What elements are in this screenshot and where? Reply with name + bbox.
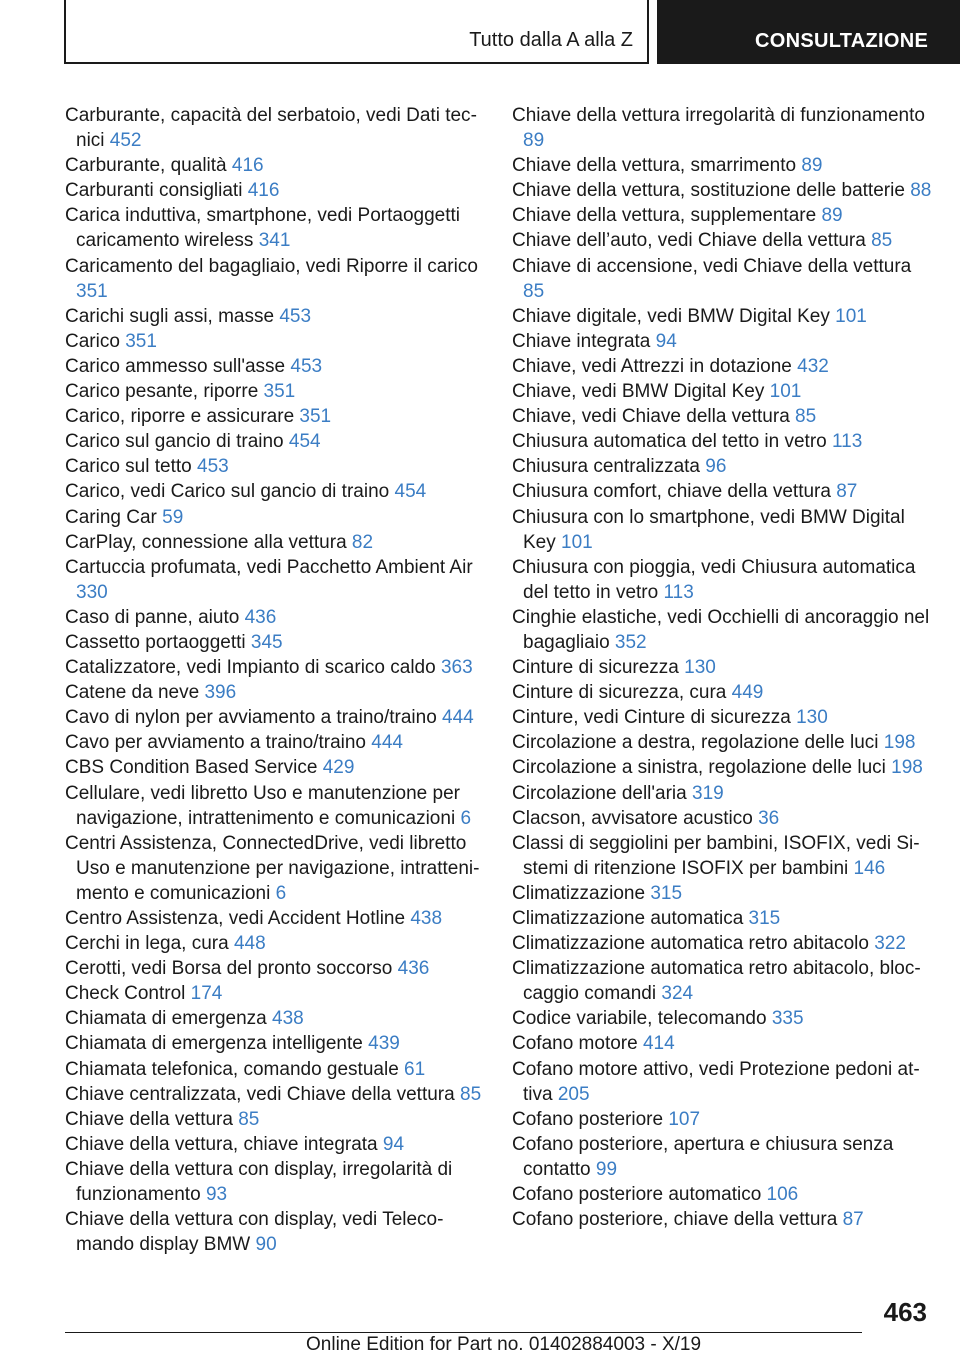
index-entry bbox=[512, 730, 937, 755]
page-reference-link[interactable]: 93 bbox=[205, 1184, 228, 1206]
index-entry bbox=[512, 404, 937, 429]
index-entry-text: Chiamata di emergenza bbox=[65, 1008, 267, 1030]
index-entry bbox=[65, 630, 485, 655]
page-reference-link[interactable]: 414 bbox=[642, 1033, 675, 1055]
index-entry-text: Carburante, qualità bbox=[65, 155, 227, 177]
index-entry-text: Cerchi in lega, cura bbox=[65, 933, 229, 955]
index-entry-text: Cassetto portaoggetti bbox=[65, 631, 246, 653]
index-entry bbox=[512, 178, 937, 203]
index-entry bbox=[512, 329, 937, 354]
index-entry bbox=[512, 1006, 937, 1031]
index-entry bbox=[512, 304, 937, 329]
index-entry-text: Chiave della vettura, chiave integrata bbox=[65, 1133, 378, 1155]
page-reference-link[interactable]: 345 bbox=[250, 631, 283, 653]
index-entry bbox=[512, 505, 937, 555]
index-entry bbox=[512, 103, 937, 153]
page-reference-link[interactable]: 330 bbox=[76, 581, 108, 603]
index-entry-text: Cofano motore attivo, vedi Protezione pedoni attiva bbox=[512, 1058, 920, 1105]
index-entry bbox=[65, 254, 485, 304]
page-reference-link[interactable]: 429 bbox=[322, 757, 355, 779]
page-reference-link[interactable]: 198 bbox=[891, 757, 923, 779]
page-reference-link[interactable]: 453 bbox=[290, 355, 323, 377]
index-entry bbox=[65, 379, 485, 404]
index-entry bbox=[65, 153, 485, 178]
page-reference-link[interactable]: 89 bbox=[801, 155, 823, 177]
index-entry bbox=[512, 931, 937, 956]
index-entry-text: Chiave centralizzata, vedi Chiave della vettura bbox=[65, 1083, 455, 1105]
page-reference-link[interactable]: 315 bbox=[748, 908, 781, 929]
index-entry-text: Cartuccia profumata, vedi Pacchetto Ambient Air bbox=[65, 556, 473, 578]
page-reference-link[interactable]: 101 bbox=[561, 531, 593, 553]
index-entry bbox=[65, 329, 485, 354]
page-reference-link[interactable]: 89 bbox=[523, 130, 545, 152]
index-entry bbox=[512, 479, 937, 504]
index-entry bbox=[512, 429, 937, 454]
page-reference-link[interactable]: 113 bbox=[832, 431, 863, 453]
page-reference-link[interactable]: 351 bbox=[76, 280, 108, 302]
page-reference-link[interactable]: 94 bbox=[382, 1133, 405, 1155]
index-entry-text: Chiave integrata bbox=[512, 330, 651, 352]
index-column-right bbox=[512, 103, 937, 1232]
section-title: Tutto dalla A alla Z bbox=[469, 29, 633, 51]
index-entry-text: Chiusura con lo smartphone, vedi BMW Digital Key bbox=[512, 506, 905, 553]
page-reference-link[interactable]: 130 bbox=[796, 707, 828, 729]
page-reference-link[interactable]: 351 bbox=[299, 406, 332, 428]
page-reference-link[interactable]: 36 bbox=[758, 807, 780, 829]
index-entry-text: Cinture di sicurezza, cura bbox=[512, 682, 727, 704]
page-reference-link[interactable]: 87 bbox=[836, 481, 858, 503]
page-reference-link[interactable]: 88 bbox=[910, 180, 932, 202]
index-entry-text: Clacson, avvisatore acustico bbox=[512, 807, 753, 829]
index-entry bbox=[512, 781, 937, 806]
index-entry bbox=[65, 680, 485, 705]
index-entry bbox=[512, 881, 937, 906]
index-entry-text: Cavo per avviamento a traino/traino bbox=[65, 732, 366, 754]
index-entry bbox=[65, 404, 485, 429]
index-entry bbox=[65, 1207, 485, 1257]
index-entry-text: Climatizzazione automatica retro abitacolo bbox=[512, 933, 869, 955]
index-entry bbox=[512, 755, 937, 780]
page-reference-link[interactable]: 438 bbox=[272, 1008, 304, 1030]
index-entry bbox=[65, 555, 485, 605]
page-reference-link[interactable]: 319 bbox=[692, 782, 724, 804]
index-entry bbox=[65, 781, 485, 831]
page-reference-link[interactable]: 85 bbox=[460, 1083, 482, 1105]
index-entry bbox=[65, 956, 485, 981]
index-entry-text: Carichi sugli assi, masse bbox=[65, 305, 275, 327]
index-entry-text: Carico, vedi Carico sul gancio di traino bbox=[65, 481, 390, 503]
page-reference-link[interactable]: 99 bbox=[595, 1158, 618, 1180]
page-reference-link[interactable]: 448 bbox=[233, 933, 266, 955]
page-reference-link[interactable]: 432 bbox=[797, 355, 829, 377]
index-entry bbox=[65, 931, 485, 956]
index-entry bbox=[512, 705, 937, 730]
index-entry bbox=[512, 806, 937, 831]
index-entry-text: Circolazione a destra, regolazione delle luci bbox=[512, 732, 879, 754]
index-entry-text: Climatizzazione automatica retro abitacolo, bloccaggio comandi bbox=[512, 958, 921, 1005]
page-reference-link[interactable]: 130 bbox=[684, 657, 716, 679]
page-reference-link[interactable]: 322 bbox=[874, 933, 906, 955]
index-column-left bbox=[65, 103, 485, 1257]
page-reference-link[interactable]: 335 bbox=[771, 1008, 804, 1030]
index-entry bbox=[512, 254, 937, 304]
page-reference-link[interactable]: 416 bbox=[247, 180, 280, 202]
index-entry-text: Classi di seggiolini per bambini, ISOFIX, vedi Sistemi di ritenzione ISOFIX per bambini bbox=[512, 832, 920, 879]
index-entry-text: Cavo di nylon per avviamento a traino/traino bbox=[65, 707, 437, 729]
index-entry-text: Cofano posteriore automatico bbox=[512, 1184, 762, 1206]
index-entry-text: Carico ammesso sull'asse bbox=[65, 355, 286, 377]
index-entry bbox=[512, 1107, 937, 1132]
index-entry-text: Caring Car bbox=[65, 506, 157, 528]
index-entry-text: Climatizzazione automatica bbox=[512, 908, 744, 929]
page-reference-link[interactable]: 198 bbox=[883, 732, 916, 754]
index-entry bbox=[65, 505, 485, 530]
page-reference-link[interactable]: 96 bbox=[705, 456, 727, 478]
index-entry-text: CarPlay, connessione alla vettura bbox=[65, 531, 347, 553]
page-reference-link[interactable]: 436 bbox=[244, 606, 277, 628]
index-entry bbox=[65, 655, 485, 680]
index-entry-text: Cerotti, vedi Borsa del pronto soccorso bbox=[65, 958, 393, 980]
index-entry-text: Cofano posteriore, apertura e chiusura senza contatto bbox=[512, 1133, 894, 1180]
page-reference-link[interactable]: 454 bbox=[394, 481, 427, 503]
index-entry bbox=[65, 755, 485, 780]
page-reference-link[interactable]: 90 bbox=[255, 1234, 277, 1256]
index-entry-text: Chiave, vedi BMW Digital Key bbox=[512, 381, 765, 403]
index-entry bbox=[65, 429, 485, 454]
index-entry-text: Chiave della vettura, sostituzione delle batterie bbox=[512, 180, 905, 202]
index-entry-text: Carburante, capacità del serbatoio, vedi Dati tecnici bbox=[65, 105, 477, 152]
index-entry-text: Chiusura centralizzata bbox=[512, 456, 700, 478]
index-entry bbox=[512, 956, 937, 1006]
index-entry bbox=[512, 1132, 937, 1182]
footer-edition-note: Online Edition for Part no. 01402884003 - X/19 bbox=[306, 1334, 702, 1355]
index-entry bbox=[512, 1207, 937, 1232]
index-entry-text: Chiusura comfort, chiave della vettura bbox=[512, 481, 831, 503]
index-entry-text: Carico, riporre e assicurare bbox=[65, 406, 295, 428]
index-entry bbox=[65, 304, 485, 329]
index-entry bbox=[65, 1057, 485, 1082]
page-reference-link[interactable]: 205 bbox=[557, 1083, 590, 1105]
index-entry bbox=[65, 981, 485, 1006]
index-entry-text: Carico pesante, riporre bbox=[65, 381, 259, 403]
index-entry-text: Carico sul gancio di traino bbox=[65, 431, 284, 453]
page-reference-link[interactable]: 85 bbox=[795, 406, 817, 428]
page-number: 463 bbox=[883, 1297, 927, 1327]
page-reference-link[interactable]: 89 bbox=[821, 205, 843, 227]
page-reference-link[interactable]: 341 bbox=[258, 230, 291, 252]
index-entry bbox=[65, 203, 485, 253]
page-reference-link[interactable]: 444 bbox=[442, 707, 474, 729]
index-entry bbox=[512, 605, 937, 655]
section-tab bbox=[64, 0, 649, 64]
index-entry bbox=[65, 530, 485, 555]
index-entry-text: Cinture di sicurezza bbox=[512, 657, 679, 679]
index-entry bbox=[512, 153, 937, 178]
index-entry bbox=[65, 1132, 485, 1157]
index-entry-text: CBS Condition Based Service bbox=[65, 757, 318, 779]
index-entry-text: Chiave della vettura irregolarità di funzionamento bbox=[512, 105, 925, 126]
index-entry-text: Check Control bbox=[65, 983, 186, 1005]
page-reference-link[interactable]: 101 bbox=[835, 305, 867, 327]
page-reference-link[interactable]: 436 bbox=[397, 958, 430, 980]
index-entry bbox=[65, 454, 485, 479]
page-reference-link[interactable]: 85 bbox=[238, 1108, 260, 1130]
index-entry bbox=[512, 1031, 937, 1056]
index-entry-text: Cellulare, vedi libretto Uso e manutenzione per navigazione, intrattenimento e comunicazioni bbox=[65, 782, 460, 829]
page-reference-link[interactable]: 324 bbox=[661, 983, 694, 1005]
index-entry bbox=[65, 605, 485, 630]
page-reference-link[interactable]: 363 bbox=[440, 657, 473, 679]
page-reference-link[interactable]: 106 bbox=[766, 1184, 799, 1206]
index-entry-text: Chiave della vettura, smarrimento bbox=[512, 155, 797, 177]
index-entry-text: Chiave della vettura bbox=[65, 1108, 233, 1130]
index-entry-text: Chiave, vedi Attrezzi in dotazione bbox=[512, 355, 792, 377]
index-entry-text: Circolazione a sinistra, regolazione delle luci bbox=[512, 757, 886, 779]
page-reference-link[interactable]: 438 bbox=[410, 908, 443, 929]
page-header bbox=[0, 0, 960, 66]
page-reference-link[interactable]: 416 bbox=[231, 155, 264, 177]
index-entry-text: Centri Assistenza, ConnectedDrive, vedi libretto Uso e manutenzione per navigazione, intrattenimento e comunicazioni bbox=[65, 832, 480, 904]
index-entry bbox=[65, 730, 485, 755]
index-entry-text: Carico sul tetto bbox=[65, 456, 192, 478]
page-reference-link[interactable]: 352 bbox=[614, 631, 647, 653]
footer-divider bbox=[65, 1332, 862, 1333]
index-entry bbox=[65, 103, 485, 153]
index-entry bbox=[65, 1082, 485, 1107]
page-reference-link[interactable]: 85 bbox=[523, 280, 545, 302]
index-entry bbox=[512, 1182, 937, 1207]
page-reference-link[interactable]: 439 bbox=[368, 1033, 400, 1055]
page-reference-link[interactable]: 315 bbox=[650, 882, 683, 904]
index-entry-text: Catalizzatore, vedi Impianto di scarico caldo bbox=[65, 657, 436, 679]
index-entry-text: Chiave della vettura con display, irregolarità di funzionamento bbox=[65, 1158, 453, 1206]
index-entry-text: Carico bbox=[65, 330, 120, 352]
index-entry-text: Climatizzazione bbox=[512, 882, 646, 904]
page-reference-link[interactable]: 444 bbox=[371, 732, 403, 754]
index-entry-text: Circolazione dell'aria bbox=[512, 782, 687, 804]
index-entry-text: Cinture, vedi Cinture di sicurezza bbox=[512, 707, 791, 729]
index-entry bbox=[512, 354, 937, 379]
page-reference-link[interactable]: 94 bbox=[655, 330, 677, 352]
page-reference-link[interactable]: 449 bbox=[731, 682, 764, 704]
index-entry bbox=[65, 705, 485, 730]
index-entry bbox=[65, 479, 485, 504]
page-reference-link[interactable]: 453 bbox=[197, 456, 229, 478]
index-entry-text: Caso di panne, aiuto bbox=[65, 606, 240, 628]
page-reference-link[interactable]: 87 bbox=[842, 1209, 864, 1231]
index-entry-text: Chiave della vettura con display, vedi Telecomando display BMW bbox=[65, 1209, 444, 1256]
page-reference-link[interactable]: 59 bbox=[162, 506, 184, 528]
index-entry bbox=[65, 1006, 485, 1031]
index-entry-text: Centro Assistenza, vedi Accident Hotline bbox=[65, 908, 406, 929]
chapter-tab bbox=[657, 0, 960, 64]
index-entry-text: Chiamata telefonica, comando gestuale bbox=[65, 1058, 399, 1080]
page-reference-link[interactable]: 107 bbox=[668, 1108, 701, 1130]
page-reference-link[interactable]: 351 bbox=[125, 330, 157, 352]
index-entry-text: Cofano posteriore bbox=[512, 1108, 664, 1130]
page-reference-link[interactable]: 396 bbox=[204, 682, 237, 704]
index-entry bbox=[65, 1107, 485, 1132]
index-entry-text: Chiave digitale, vedi BMW Digital Key bbox=[512, 305, 830, 327]
index-entry-text: Codice variabile, telecomando bbox=[512, 1008, 767, 1030]
index-entry bbox=[65, 178, 485, 203]
index-entry-text: Chiave, vedi Chiave della vettura bbox=[512, 406, 790, 428]
page-reference-link[interactable]: 174 bbox=[190, 983, 223, 1005]
index-entry-text: Catene da neve bbox=[65, 682, 200, 704]
index-entry-text: Chiusura automatica del tetto in vetro bbox=[512, 431, 827, 453]
index-entry-text: Carica induttiva, smartphone, vedi Portaoggetti caricamento wireless bbox=[65, 205, 460, 252]
page-reference-link[interactable]: 6 bbox=[275, 882, 287, 904]
page-reference-link[interactable]: 146 bbox=[853, 857, 886, 879]
index-entry bbox=[65, 1157, 485, 1207]
page-reference-link[interactable]: 452 bbox=[109, 130, 142, 152]
page-reference-link[interactable]: 101 bbox=[769, 381, 802, 403]
index-entry bbox=[512, 1057, 937, 1107]
index-entry-text: Chiave di accensione, vedi Chiave della vettura bbox=[512, 255, 912, 277]
index-entry bbox=[512, 454, 937, 479]
index-entry bbox=[512, 906, 937, 931]
index-entry bbox=[65, 354, 485, 379]
index-entry-text: Cofano posteriore, chiave della vettura bbox=[512, 1209, 838, 1231]
index-entry-text: Chiamata di emergenza intelligente bbox=[65, 1033, 363, 1055]
index-entry bbox=[512, 228, 937, 253]
index-entry-text: Chiave della vettura, supplementare bbox=[512, 205, 817, 227]
index-entry-text: Cinghie elastiche, vedi Occhielli di ancoraggio nel bagagliaio bbox=[512, 606, 930, 653]
index-entry bbox=[512, 203, 937, 228]
page-reference-link[interactable]: 113 bbox=[663, 581, 694, 603]
index-entry bbox=[512, 555, 937, 605]
index-entry-text: Cofano motore bbox=[512, 1033, 638, 1055]
index-entry bbox=[65, 906, 485, 931]
index-entry bbox=[512, 831, 937, 881]
page-reference-link[interactable]: 453 bbox=[279, 305, 312, 327]
page-reference-link[interactable]: 85 bbox=[871, 230, 893, 252]
index-entry-text: Chiusura con pioggia, vedi Chiusura automatica del tetto in vetro bbox=[512, 556, 916, 603]
page-reference-link[interactable]: 6 bbox=[460, 807, 472, 829]
index-entry-text: Carburanti consigliati bbox=[65, 180, 243, 202]
page-reference-link[interactable]: 82 bbox=[351, 531, 374, 553]
page-reference-link[interactable]: 351 bbox=[263, 381, 296, 403]
page-reference-link[interactable]: 454 bbox=[288, 431, 321, 453]
index-entry-text: Chiave dell’auto, vedi Chiave della vettura bbox=[512, 230, 866, 252]
index-entry-text: Caricamento del bagagliaio, vedi Riporre il carico bbox=[65, 255, 478, 277]
index-entry bbox=[65, 1031, 485, 1056]
index-entry bbox=[512, 655, 937, 680]
index-entry bbox=[65, 831, 485, 906]
page-reference-link[interactable]: 61 bbox=[404, 1058, 426, 1080]
chapter-title: CONSULTAZIONE bbox=[755, 30, 929, 52]
index-entry bbox=[512, 680, 937, 705]
index-entry bbox=[512, 379, 937, 404]
